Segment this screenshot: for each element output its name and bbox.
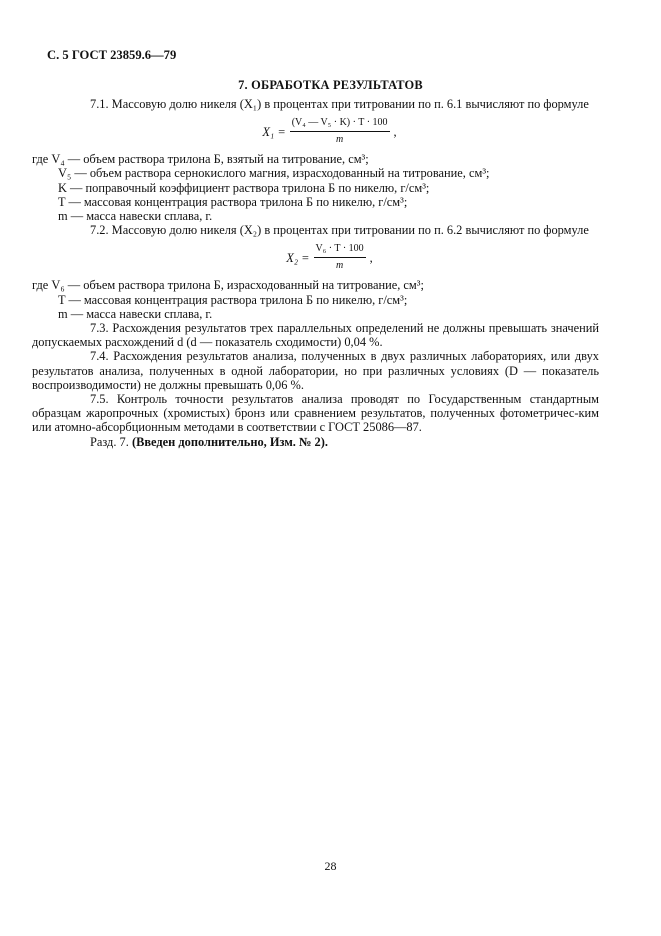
formula-x2 xyxy=(60,243,599,272)
legend-x1-line: T — массовая концентрация раствора трилона Б по никелю, г/см³; xyxy=(58,194,408,209)
legend-x2-line: где V₆ — объем раствора трилона Б, израсходованный на титрование, см³; xyxy=(32,278,424,293)
formula-x1-comma: , xyxy=(393,124,397,139)
formula-x2-comma: , xyxy=(369,250,373,265)
legend-x1-line: K — поправочный коэффициент раствора трилона Б по никелю, г/см³; xyxy=(58,180,430,195)
page-number: 28 xyxy=(324,859,337,873)
formula-x2-denominator: m xyxy=(335,260,344,272)
paragraph-7-2: 7.2. Массовую долю никеля (X₂) в процентах при титровании по п. 6.2 вычисляют по формуле xyxy=(90,223,589,238)
legend-x2 xyxy=(32,278,599,321)
section-title: 7. ОБРАБОТКА РЕЗУЛЬТАТОВ xyxy=(238,78,423,92)
formula-x1 xyxy=(60,117,599,146)
legend-x1-line: где V₄ — объем раствора трилона Б, взятый на титрование, см³; xyxy=(32,152,369,167)
formula-x2-numerator: V₆ · T · 100 xyxy=(314,243,366,258)
paragraph-7-1: 7.1. Массовую долю никеля (X₁) в процентах при титровании по п. 6.1 вычисляют по формуле xyxy=(90,97,589,111)
paragraph-7-3: 7.3. Расхождения результатов трех параллельных определений не должны превышать значений допускаемых расхождений d (d — показатель сходимости) 0,04 %. xyxy=(32,321,599,350)
formula-x1-denominator: m xyxy=(336,134,344,146)
amendment-note-prefix: Разд. 7. xyxy=(90,434,129,449)
legend-x1-line: V₅ — объем раствора сернокислого магния, израсходованный на титрование, см³; xyxy=(58,166,490,181)
formula-x1-fraction xyxy=(290,117,390,146)
legend-x1-line: m — масса навески сплава, г. xyxy=(58,209,213,224)
formula-x1-lhs: X₁ = xyxy=(262,124,286,139)
document-body xyxy=(32,97,599,449)
legend-x2-line: T — массовая концентрация раствора трилона Б по никелю, г/см³; xyxy=(58,292,408,307)
formula-x2-lhs: X₂ = xyxy=(286,250,310,265)
page-header: С. 5 ГОСТ 23859.6—79 xyxy=(47,48,177,62)
legend-x2-line: m — масса навески сплава, г. xyxy=(58,306,213,321)
legend-x1 xyxy=(32,152,599,223)
amendment-note-bold: (Введен дополнительно, Изм. № 2). xyxy=(131,434,328,449)
formula-x1-numerator: (V₄ — V₅ · K) · T · 100 xyxy=(290,117,390,132)
paragraph-7-5: 7.5. Контроль точности результатов анализа проводят по Государственным стандартным образцам жаропрочных (хромистых) бронз или сравнением результатов, полученных фотометричес-ким или атомно-абсорбционным методами в соответствии с ГОСТ 25086—87. xyxy=(32,392,599,435)
amendment-note xyxy=(60,435,599,449)
paragraph-7-4: 7.4. Расхождения результатов анализа, полученных в двух различных лабораториях, или двух результатов анализа, полученных в одной лаборатории, но при различных условиях (D — показатель воспроизводимости) не должны превышать 0,06 %. xyxy=(32,349,599,392)
formula-x2-fraction xyxy=(314,243,366,272)
